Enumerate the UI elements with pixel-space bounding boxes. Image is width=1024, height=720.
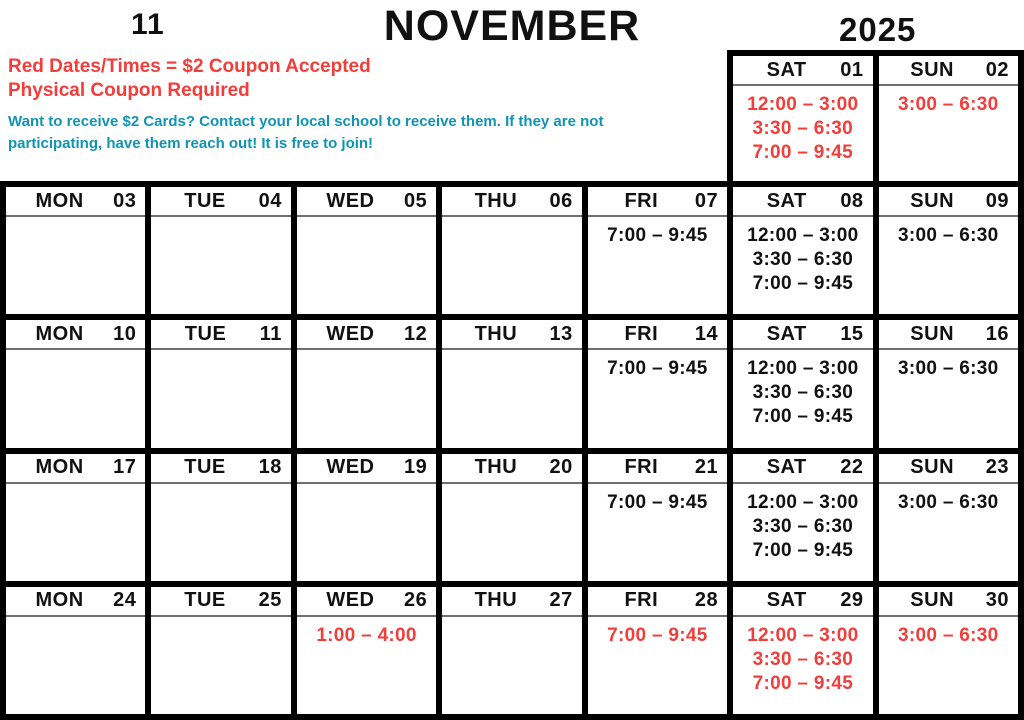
day-cell-thu-20 bbox=[442, 454, 581, 581]
day-number: 08 bbox=[840, 189, 864, 212]
day-cell-header bbox=[151, 454, 290, 484]
day-cell-fri-28 bbox=[588, 587, 727, 714]
day-cell-fri-07 bbox=[588, 187, 727, 314]
time-slot: 7:00 – 9:45 bbox=[752, 539, 854, 561]
day-number: 20 bbox=[549, 456, 573, 478]
day-cell-header bbox=[6, 587, 145, 617]
coupon-legend-line2: Physical Coupon Required bbox=[8, 80, 250, 101]
day-name: TUE bbox=[184, 322, 227, 345]
day-number: 26 bbox=[404, 589, 428, 612]
day-number: 11 bbox=[259, 322, 282, 345]
day-cell-times bbox=[879, 484, 1018, 581]
day-name: TUE bbox=[184, 589, 226, 612]
day-name: FRI bbox=[624, 189, 659, 212]
day-cell-times bbox=[879, 217, 1018, 314]
day-name: THU bbox=[474, 189, 518, 212]
day-name: WED bbox=[326, 189, 375, 212]
day-cell-header bbox=[879, 187, 1018, 217]
day-number: 28 bbox=[694, 589, 719, 612]
day-cell-times bbox=[588, 350, 727, 447]
day-cell-header bbox=[588, 187, 727, 217]
week1-grid bbox=[727, 50, 1024, 181]
day-name: FRI bbox=[624, 589, 659, 612]
day-cell-mon-03 bbox=[6, 187, 145, 314]
time-slot: 7:00 – 9:45 bbox=[607, 491, 708, 513]
day-cell-times bbox=[733, 86, 873, 181]
time-slot: 3:00 – 6:30 bbox=[898, 358, 999, 380]
day-cell-mon-24 bbox=[6, 587, 145, 714]
time-slot: 7:00 – 9:45 bbox=[752, 142, 853, 163]
day-cell-header bbox=[588, 320, 727, 350]
day-number: 13 bbox=[549, 322, 573, 345]
day-cell-header bbox=[588, 587, 727, 617]
day-number: 14 bbox=[694, 322, 719, 345]
day-number: 04 bbox=[258, 189, 282, 212]
day-number: 03 bbox=[113, 189, 137, 212]
day-cell-sat-08 bbox=[733, 187, 872, 314]
day-cell-times bbox=[151, 350, 290, 447]
day-cell-header bbox=[297, 187, 436, 217]
time-slot: 7:00 – 9:45 bbox=[607, 624, 708, 646]
time-slot: 3:00 – 6:30 bbox=[898, 94, 999, 115]
day-name: SUN bbox=[910, 456, 955, 478]
day-name: THU bbox=[474, 589, 518, 612]
day-name: WED bbox=[326, 456, 375, 478]
day-name: SUN bbox=[910, 58, 954, 81]
day-cell-times bbox=[588, 484, 727, 581]
day-cell-times bbox=[297, 484, 436, 581]
day-cell-sun-30 bbox=[879, 587, 1018, 714]
day-cell-times bbox=[879, 617, 1018, 714]
participation-note-line1: Want to receive $2 Cards? Contact your local school to receive them. If they are not bbox=[8, 113, 604, 130]
day-number: 21 bbox=[694, 456, 719, 478]
day-cell-header bbox=[879, 56, 1019, 86]
time-slot: 3:00 – 6:30 bbox=[898, 491, 999, 513]
day-cell-header bbox=[6, 187, 145, 217]
time-slot: 3:00 – 6:30 bbox=[898, 225, 999, 246]
day-number: 19 bbox=[404, 456, 428, 478]
day-cell-header bbox=[151, 587, 290, 617]
day-cell-thu-13 bbox=[442, 320, 581, 447]
time-slot: 3:30 – 6:30 bbox=[752, 515, 854, 537]
day-cell-header bbox=[879, 320, 1018, 350]
day-cell-mon-10 bbox=[6, 320, 145, 447]
day-cell-header bbox=[442, 454, 581, 484]
day-cell-header bbox=[442, 587, 581, 617]
day-cell-thu-27 bbox=[442, 587, 581, 714]
year-label: 2025 bbox=[839, 11, 917, 48]
day-name: FRI bbox=[624, 322, 659, 345]
day-cell-wed-05 bbox=[297, 187, 436, 314]
day-cell-sun-16 bbox=[879, 320, 1018, 447]
day-cell-header bbox=[6, 320, 145, 350]
participation-note bbox=[8, 111, 603, 155]
day-number: 17 bbox=[113, 456, 137, 478]
day-number: 23 bbox=[985, 456, 1009, 478]
day-number: 15 bbox=[840, 322, 864, 345]
day-cell-header bbox=[442, 320, 581, 350]
day-name: FRI bbox=[624, 456, 659, 478]
time-slot: 1:00 – 4:00 bbox=[316, 624, 417, 646]
day-name: THU bbox=[474, 456, 518, 478]
day-name: SAT bbox=[766, 189, 807, 212]
coupon-legend-line1: Red Dates/Times = $2 Coupon Accepted bbox=[8, 56, 371, 77]
month-number: 11 bbox=[131, 8, 165, 41]
day-cell-header bbox=[297, 320, 436, 350]
day-number: 30 bbox=[985, 589, 1009, 612]
day-number: 10 bbox=[113, 322, 137, 345]
day-cell-times bbox=[297, 350, 436, 447]
day-number: 01 bbox=[840, 58, 864, 81]
day-cell-header bbox=[297, 454, 436, 484]
day-cell-tue-25 bbox=[151, 587, 290, 714]
day-cell-times bbox=[879, 86, 1019, 181]
day-name: SAT bbox=[766, 456, 807, 478]
day-cell-sun-09 bbox=[879, 187, 1018, 314]
day-number: 18 bbox=[258, 456, 282, 478]
day-name: TUE bbox=[184, 456, 226, 478]
day-cell-times bbox=[6, 484, 145, 581]
day-number: 27 bbox=[549, 589, 573, 612]
day-cell-sun-02 bbox=[879, 56, 1019, 181]
day-name: MON bbox=[35, 322, 84, 345]
day-cell-tue-18 bbox=[151, 454, 290, 581]
day-cell-fri-21 bbox=[588, 454, 727, 581]
day-cell-times bbox=[6, 350, 145, 447]
day-cell-wed-26 bbox=[297, 587, 436, 714]
day-number: 09 bbox=[985, 189, 1009, 212]
day-name: SUN bbox=[910, 322, 955, 345]
day-cell-header bbox=[733, 56, 873, 86]
day-name: WED bbox=[326, 589, 375, 612]
day-cell-header bbox=[442, 187, 581, 217]
day-cell-tue-11 bbox=[151, 320, 290, 447]
day-cell-sun-23 bbox=[879, 454, 1018, 581]
day-number: 05 bbox=[404, 189, 428, 212]
day-cell-times bbox=[6, 217, 145, 314]
day-cell-sat-01 bbox=[733, 56, 873, 181]
day-cell-times bbox=[733, 484, 872, 581]
day-name: TUE bbox=[184, 189, 226, 212]
coupon-legend bbox=[8, 55, 371, 103]
time-slot: 7:00 – 9:45 bbox=[607, 225, 708, 246]
day-name: MON bbox=[35, 589, 84, 612]
day-cell-times bbox=[151, 617, 290, 714]
day-cell-header bbox=[297, 587, 436, 617]
calendar-grid bbox=[0, 181, 1024, 720]
day-cell-header bbox=[879, 454, 1018, 484]
day-cell-wed-19 bbox=[297, 454, 436, 581]
time-slot: 3:30 – 6:30 bbox=[752, 382, 854, 404]
day-cell-wed-12 bbox=[297, 320, 436, 447]
month-title: NOVEMBER bbox=[383, 2, 641, 50]
day-number: 29 bbox=[840, 589, 864, 612]
time-slot: 12:00 – 3:00 bbox=[747, 94, 859, 115]
day-number: 24 bbox=[113, 589, 137, 612]
time-slot: 3:30 – 6:30 bbox=[752, 118, 853, 139]
day-cell-header bbox=[151, 320, 290, 350]
day-cell-times bbox=[733, 350, 872, 447]
day-number: 12 bbox=[404, 322, 428, 345]
day-cell-sat-29 bbox=[733, 587, 872, 714]
day-number: 22 bbox=[840, 456, 864, 478]
day-name: SAT bbox=[766, 58, 807, 81]
day-cell-header bbox=[151, 187, 290, 217]
day-cell-times bbox=[151, 217, 290, 314]
day-cell-fri-14 bbox=[588, 320, 727, 447]
day-cell-times bbox=[6, 617, 145, 714]
time-slot: 7:00 – 9:45 bbox=[752, 406, 854, 428]
day-name: THU bbox=[474, 322, 518, 345]
day-cell-header bbox=[588, 454, 727, 484]
day-name: SAT bbox=[766, 589, 807, 612]
day-cell-times bbox=[151, 484, 290, 581]
day-cell-times bbox=[442, 350, 581, 447]
day-number: 25 bbox=[258, 589, 282, 612]
time-slot: 12:00 – 3:00 bbox=[747, 358, 859, 380]
time-slot: 12:00 – 3:00 bbox=[747, 624, 859, 646]
day-cell-mon-17 bbox=[6, 454, 145, 581]
day-cell-times bbox=[442, 617, 581, 714]
day-number: 02 bbox=[985, 58, 1009, 81]
time-slot: 3:30 – 6:30 bbox=[752, 249, 854, 270]
time-slot: 3:30 – 6:30 bbox=[752, 648, 854, 670]
day-cell-header bbox=[733, 587, 872, 617]
day-cell-times bbox=[588, 617, 727, 714]
day-name: MON bbox=[35, 189, 84, 212]
day-cell-times bbox=[733, 217, 872, 314]
day-cell-times bbox=[733, 617, 872, 714]
time-slot: 7:00 – 9:45 bbox=[752, 672, 854, 694]
time-slot: 12:00 – 3:00 bbox=[747, 225, 859, 246]
day-number: 07 bbox=[694, 189, 719, 212]
day-cell-times bbox=[442, 484, 581, 581]
time-slot: 7:00 – 9:45 bbox=[607, 358, 708, 380]
day-cell-header bbox=[879, 587, 1018, 617]
day-cell-times bbox=[297, 617, 436, 714]
day-cell-header bbox=[733, 320, 872, 350]
day-cell-header bbox=[733, 187, 872, 217]
day-cell-times bbox=[297, 217, 436, 314]
day-name: SUN bbox=[910, 189, 955, 212]
day-name: MON bbox=[35, 456, 84, 478]
participation-note-line2: participating, have them reach out! It is free to join! bbox=[8, 135, 374, 152]
day-cell-header bbox=[6, 454, 145, 484]
day-name: WED bbox=[326, 322, 375, 345]
day-cell-times bbox=[588, 217, 727, 314]
day-name: SAT bbox=[766, 322, 807, 345]
day-cell-times bbox=[442, 217, 581, 314]
day-number: 06 bbox=[549, 189, 573, 212]
time-slot: 3:00 – 6:30 bbox=[898, 624, 999, 646]
day-number: 16 bbox=[985, 322, 1009, 345]
day-cell-tue-04 bbox=[151, 187, 290, 314]
day-cell-header bbox=[733, 454, 872, 484]
day-cell-times bbox=[879, 350, 1018, 447]
day-cell-sat-15 bbox=[733, 320, 872, 447]
day-cell-sat-22 bbox=[733, 454, 872, 581]
day-cell-thu-06 bbox=[442, 187, 581, 314]
day-name: SUN bbox=[910, 589, 955, 612]
time-slot: 12:00 – 3:00 bbox=[747, 491, 859, 513]
time-slot: 7:00 – 9:45 bbox=[752, 273, 854, 294]
